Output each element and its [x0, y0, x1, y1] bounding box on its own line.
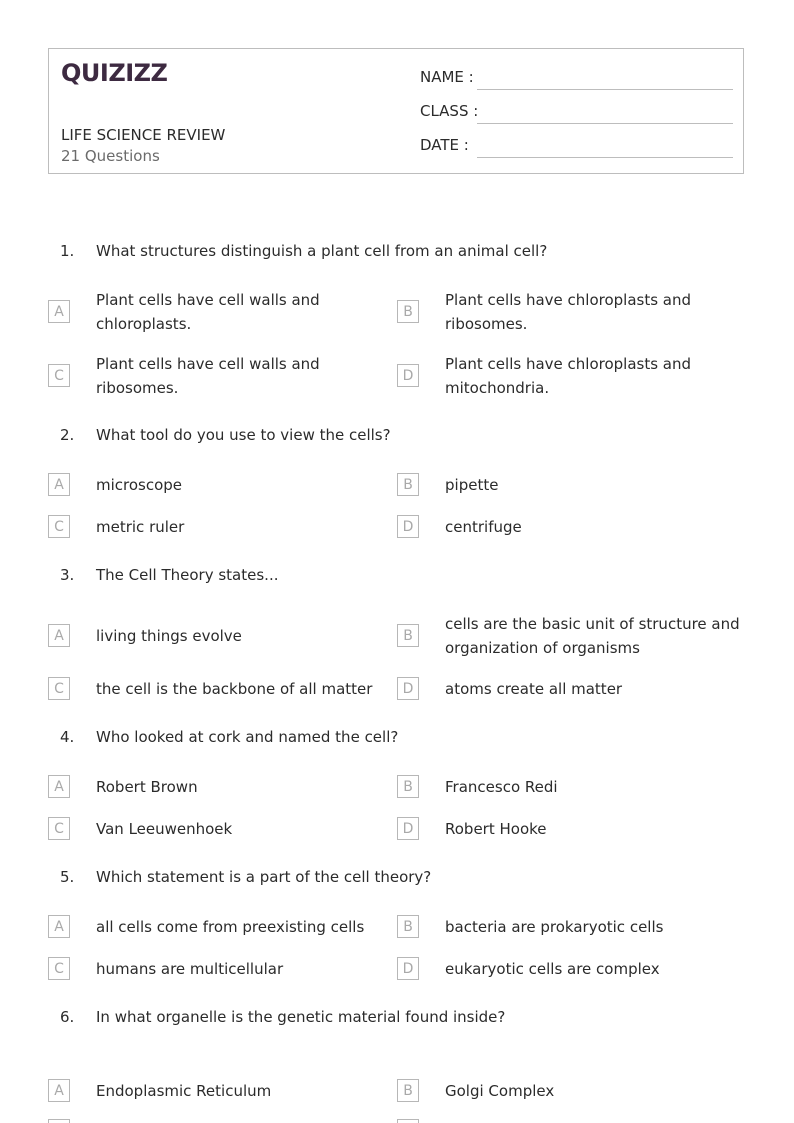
class-label: CLASS :: [420, 102, 479, 120]
option-letter-d: D: [397, 677, 419, 700]
question-count: 21 Questions: [61, 147, 160, 165]
option-letter-c: C: [48, 515, 70, 538]
option-a: living things evolve: [96, 627, 242, 645]
option-letter-c: C: [48, 364, 70, 387]
option-b: Francesco Redi: [445, 778, 558, 796]
quizizz-logo: QUIZIZZ: [61, 59, 168, 87]
option-letter-b: B: [397, 624, 419, 647]
option-letter-b: B: [397, 915, 419, 938]
option-a: Robert Brown: [96, 778, 198, 796]
option-d: eukaryotic cells are complex: [445, 960, 660, 978]
option-letter-c: C: [48, 957, 70, 980]
option-c: the cell is the backbone of all matter: [96, 680, 373, 698]
option-c: Van Leeuwenhoek: [96, 820, 233, 838]
option-a: Endoplasmic Reticulum: [96, 1082, 272, 1100]
option-d: Robert Hooke: [445, 820, 547, 838]
option-letter-a: A: [48, 624, 70, 647]
option-letter-a: A: [48, 300, 70, 323]
question-number: 5.: [60, 868, 75, 886]
class-line: [477, 123, 733, 124]
question-text: Who looked at cork and named the cell?: [96, 728, 399, 746]
option-letter-d: D: [397, 817, 419, 840]
question-number: 2.: [60, 426, 75, 444]
question-number: 4.: [60, 728, 75, 746]
question-text: What tool do you use to view the cells?: [96, 426, 391, 444]
option-letter-b: B: [397, 775, 419, 798]
option-letter-c: C: [48, 677, 70, 700]
question-number: 6.: [60, 1008, 75, 1026]
option-letter-b: B: [397, 1079, 419, 1102]
option-letter-a: A: [48, 915, 70, 938]
option-c: metric ruler: [96, 518, 185, 536]
option-b: pipette: [445, 476, 499, 494]
worksheet-header: [48, 48, 744, 174]
question-text: The Cell Theory states...: [96, 566, 279, 584]
option-letter-d: D: [397, 957, 419, 980]
option-letter-d: D: [397, 364, 419, 387]
option-letter-a: A: [48, 473, 70, 496]
question-text: Which statement is a part of the cell theory?: [96, 868, 432, 886]
option-d: centrifuge: [445, 518, 522, 536]
question-text: In what organelle is the genetic material found inside?: [96, 1008, 506, 1026]
option-letter-b: B: [397, 473, 419, 496]
option-a: all cells come from preexisting cells: [96, 918, 365, 936]
question-number: 3.: [60, 566, 75, 584]
option-letter-b: B: [397, 300, 419, 323]
option-d: Plant cells have chloroplasts and mitochondria.: [445, 355, 692, 397]
name-label: NAME :: [420, 68, 474, 86]
option-b: bacteria are prokaryotic cells: [445, 918, 664, 936]
option-c: humans are multicellular: [96, 960, 284, 978]
option-letter-a: A: [48, 1079, 70, 1102]
option-letter-c: C: [48, 817, 70, 840]
option-d: atoms create all matter: [445, 680, 623, 698]
date-label: DATE :: [420, 136, 469, 154]
option-a: Plant cells have cell walls and chloroplasts.: [96, 291, 320, 333]
option-letter-d-partial: [397, 1119, 419, 1123]
date-line: [477, 157, 733, 158]
option-c: Plant cells have cell walls and ribosomes.: [96, 355, 320, 397]
option-b: Plant cells have chloroplasts and ribosomes.: [445, 291, 692, 333]
option-a: microscope: [96, 476, 183, 494]
name-line: [477, 89, 733, 90]
option-b: Golgi Complex: [445, 1082, 555, 1100]
option-letter-a: A: [48, 775, 70, 798]
option-letter-d: D: [397, 515, 419, 538]
option-b: cells are the basic unit of structure and organization of organisms: [445, 615, 740, 657]
question-text: What structures distinguish a plant cell from an animal cell?: [96, 242, 548, 260]
option-letter-c-partial: [48, 1119, 70, 1123]
question-number: 1.: [60, 242, 75, 260]
worksheet-title: LIFE SCIENCE REVIEW: [61, 126, 226, 144]
